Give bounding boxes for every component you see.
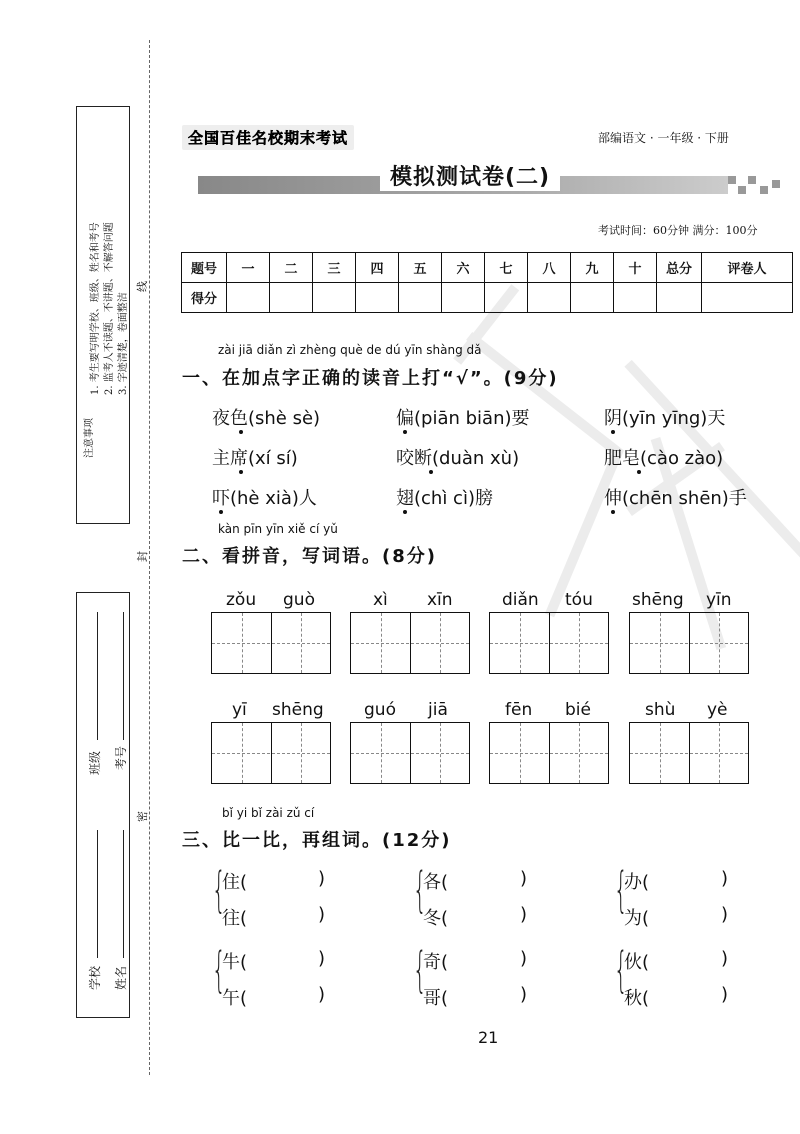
- compare-close: ): [318, 868, 326, 889]
- q1-item[interactable]: 偏(piān biān)要: [396, 408, 530, 429]
- score-cell[interactable]: [442, 283, 485, 313]
- q2-pinyin-syllable: yī: [232, 700, 247, 720]
- margin-mark-seal: 封: [136, 551, 149, 562]
- compare-char[interactable]: 秋(: [624, 988, 650, 1009]
- compare-close: ): [721, 904, 729, 925]
- school-label: 学校: [88, 965, 102, 990]
- compare-close: ): [721, 948, 729, 969]
- compare-char[interactable]: 牛(: [222, 952, 248, 973]
- score-header-label: 题号: [182, 253, 227, 283]
- q1-item[interactable]: 伸(chēn shēn)手: [604, 488, 747, 509]
- title-bar-pixels: [728, 176, 788, 194]
- compare-close: ): [520, 948, 528, 969]
- score-table-header-row: [182, 253, 793, 283]
- compare-close: ): [520, 984, 528, 1005]
- score-col-grader: 评卷人: [702, 253, 793, 283]
- score-table: [181, 252, 793, 313]
- writing-grid[interactable]: [489, 722, 609, 784]
- class-label: 班级: [88, 750, 102, 775]
- emphasis-dot: [429, 470, 433, 474]
- score-col: 二: [270, 253, 313, 283]
- compare-close: ): [318, 904, 326, 925]
- q2-pinyin-syllable: bié: [565, 700, 591, 720]
- q1-item[interactable]: 夜色(shè sè): [212, 408, 321, 429]
- score-col: 七: [485, 253, 528, 283]
- q2-pinyin-syllable: xì: [373, 590, 388, 610]
- compare-close: ): [721, 868, 729, 889]
- q2-pinyin-syllable: xīn: [427, 590, 453, 610]
- score-col: 十: [614, 253, 657, 283]
- score-cell[interactable]: [485, 283, 528, 313]
- emphasis-dot: [403, 510, 407, 514]
- exam-info: 考试时间：60分钟 满分：100分: [598, 224, 758, 237]
- writing-grid[interactable]: [350, 722, 470, 784]
- margin-mark-secret: 密: [136, 811, 149, 822]
- student-info-box: [76, 592, 130, 1018]
- q2-pinyin-syllable: jiā: [428, 700, 448, 720]
- page-number: 21: [478, 1028, 499, 1047]
- score-row-label: 得分: [182, 283, 227, 313]
- number-field[interactable]: [123, 612, 124, 740]
- school-field[interactable]: [97, 830, 98, 958]
- brace-icon: {: [212, 942, 226, 998]
- compare-close: ): [318, 984, 326, 1005]
- score-cell[interactable]: [657, 283, 702, 313]
- score-cell[interactable]: [356, 283, 399, 313]
- emphasis-dot: [403, 430, 407, 434]
- brace-icon: {: [614, 862, 628, 918]
- emphasis-dot: [219, 510, 223, 514]
- compare-char[interactable]: 冬(: [423, 908, 449, 929]
- note-1: 1. 考生要写明学校、班级、姓名和考号: [90, 222, 101, 395]
- score-cell[interactable]: [399, 283, 442, 313]
- score-col: 三: [313, 253, 356, 283]
- q1-item[interactable]: 翅(chì cì)膀: [396, 488, 493, 509]
- compare-char[interactable]: 各(: [423, 872, 449, 893]
- page-title: 模拟测试卷(二): [380, 160, 560, 191]
- brace-icon: {: [413, 942, 427, 998]
- q1-title: 一、在加点字正确的读音上打“√”。(9分): [182, 368, 559, 389]
- writing-grid[interactable]: [629, 722, 749, 784]
- q2-pinyin-syllable: guò: [283, 590, 315, 610]
- q3-title: 三、比一比，再组词。(12分): [182, 830, 452, 851]
- score-col-total: 总分: [657, 253, 702, 283]
- q2-pinyin-syllable: tóu: [565, 590, 593, 610]
- q1-item[interactable]: 阴(yīn yīng)天: [604, 408, 726, 429]
- q2-pinyin-syllable: guó: [364, 700, 396, 720]
- writing-grid[interactable]: [489, 612, 609, 674]
- brace-icon: {: [212, 862, 226, 918]
- q2-pinyin-syllable: shù: [645, 700, 676, 720]
- compare-close: ): [318, 948, 326, 969]
- score-cell[interactable]: [227, 283, 270, 313]
- emphasis-dot: [611, 430, 615, 434]
- compare-close: ): [721, 984, 729, 1005]
- score-cell[interactable]: [571, 283, 614, 313]
- margin-mark-line: 线: [136, 281, 149, 292]
- emphasis-dot: [239, 430, 243, 434]
- score-col: 八: [528, 253, 571, 283]
- q2-pinyin-syllable: shēng: [632, 590, 684, 610]
- compare-char[interactable]: 伙(: [624, 952, 650, 973]
- q2-pinyin-syllable: diǎn: [502, 590, 539, 610]
- score-col: 六: [442, 253, 485, 283]
- q2-pinyin: kàn pīn yīn xiě cí yǔ: [218, 522, 338, 536]
- score-cell[interactable]: [702, 283, 793, 313]
- brace-icon: {: [413, 862, 427, 918]
- note-3: 3. 字迹清楚，卷面整洁: [118, 292, 129, 395]
- q2-pinyin-syllable: yīn: [706, 590, 732, 610]
- writing-grid[interactable]: [211, 722, 331, 784]
- writing-grid[interactable]: [629, 612, 749, 674]
- q2-title: 二、看拼音，写词语。(8分): [182, 546, 437, 567]
- q1-item[interactable]: 吓(hè xià)人: [212, 488, 317, 509]
- compare-char[interactable]: 往(: [222, 908, 248, 929]
- class-field[interactable]: [97, 612, 98, 740]
- q1-item[interactable]: 主席(xí sí): [212, 448, 298, 469]
- writing-grid[interactable]: [350, 612, 470, 674]
- score-cell[interactable]: [528, 283, 571, 313]
- compare-char[interactable]: 为(: [624, 908, 650, 929]
- score-col: 一: [227, 253, 270, 283]
- q1-item[interactable]: 咬断(duàn xù): [396, 448, 520, 469]
- compare-char[interactable]: 住(: [222, 872, 248, 893]
- score-cell[interactable]: [614, 283, 657, 313]
- emphasis-dot: [239, 470, 243, 474]
- compare-char[interactable]: 哥(: [423, 988, 449, 1009]
- score-cell[interactable]: [270, 283, 313, 313]
- compare-close: ): [520, 904, 528, 925]
- compare-close: ): [520, 868, 528, 889]
- q2-pinyin-syllable: yè: [707, 700, 728, 720]
- q1-item[interactable]: 肥皂(cào zào): [604, 448, 724, 469]
- q2-pinyin-syllable: zǒu: [226, 590, 257, 610]
- score-col: 五: [399, 253, 442, 283]
- name-label: 姓名: [114, 965, 128, 990]
- q2-pinyin-syllable: fēn: [505, 700, 533, 720]
- emphasis-dot: [637, 470, 641, 474]
- notes-heading: 注意事项: [84, 418, 95, 458]
- emphasis-dot: [611, 510, 615, 514]
- name-field[interactable]: [123, 830, 124, 958]
- brace-icon: {: [614, 942, 628, 998]
- writing-grid[interactable]: [211, 612, 331, 674]
- q3-pinyin: bǐ yi bǐ zài zǔ cí: [222, 806, 315, 820]
- q2-pinyin-syllable: shēng: [272, 700, 324, 720]
- score-table-score-row: [182, 283, 793, 313]
- score-col: 九: [571, 253, 614, 283]
- score-col: 四: [356, 253, 399, 283]
- number-label: 考号: [114, 745, 128, 770]
- note-2: 2. 监考人不读题、不讲题、不解答问题: [104, 222, 115, 395]
- score-cell[interactable]: [313, 283, 356, 313]
- compare-char[interactable]: 办(: [624, 872, 650, 893]
- subject-label: 部编语文 · 一年级 · 下册: [598, 131, 729, 145]
- compare-char[interactable]: 奇(: [423, 952, 449, 973]
- compare-char[interactable]: 午(: [222, 988, 248, 1009]
- q1-pinyin: zài jiā diǎn zì zhèng què de dú yīn shàng dǎ: [218, 343, 482, 357]
- exam-banner: 全国百佳名校期末考试: [182, 125, 354, 150]
